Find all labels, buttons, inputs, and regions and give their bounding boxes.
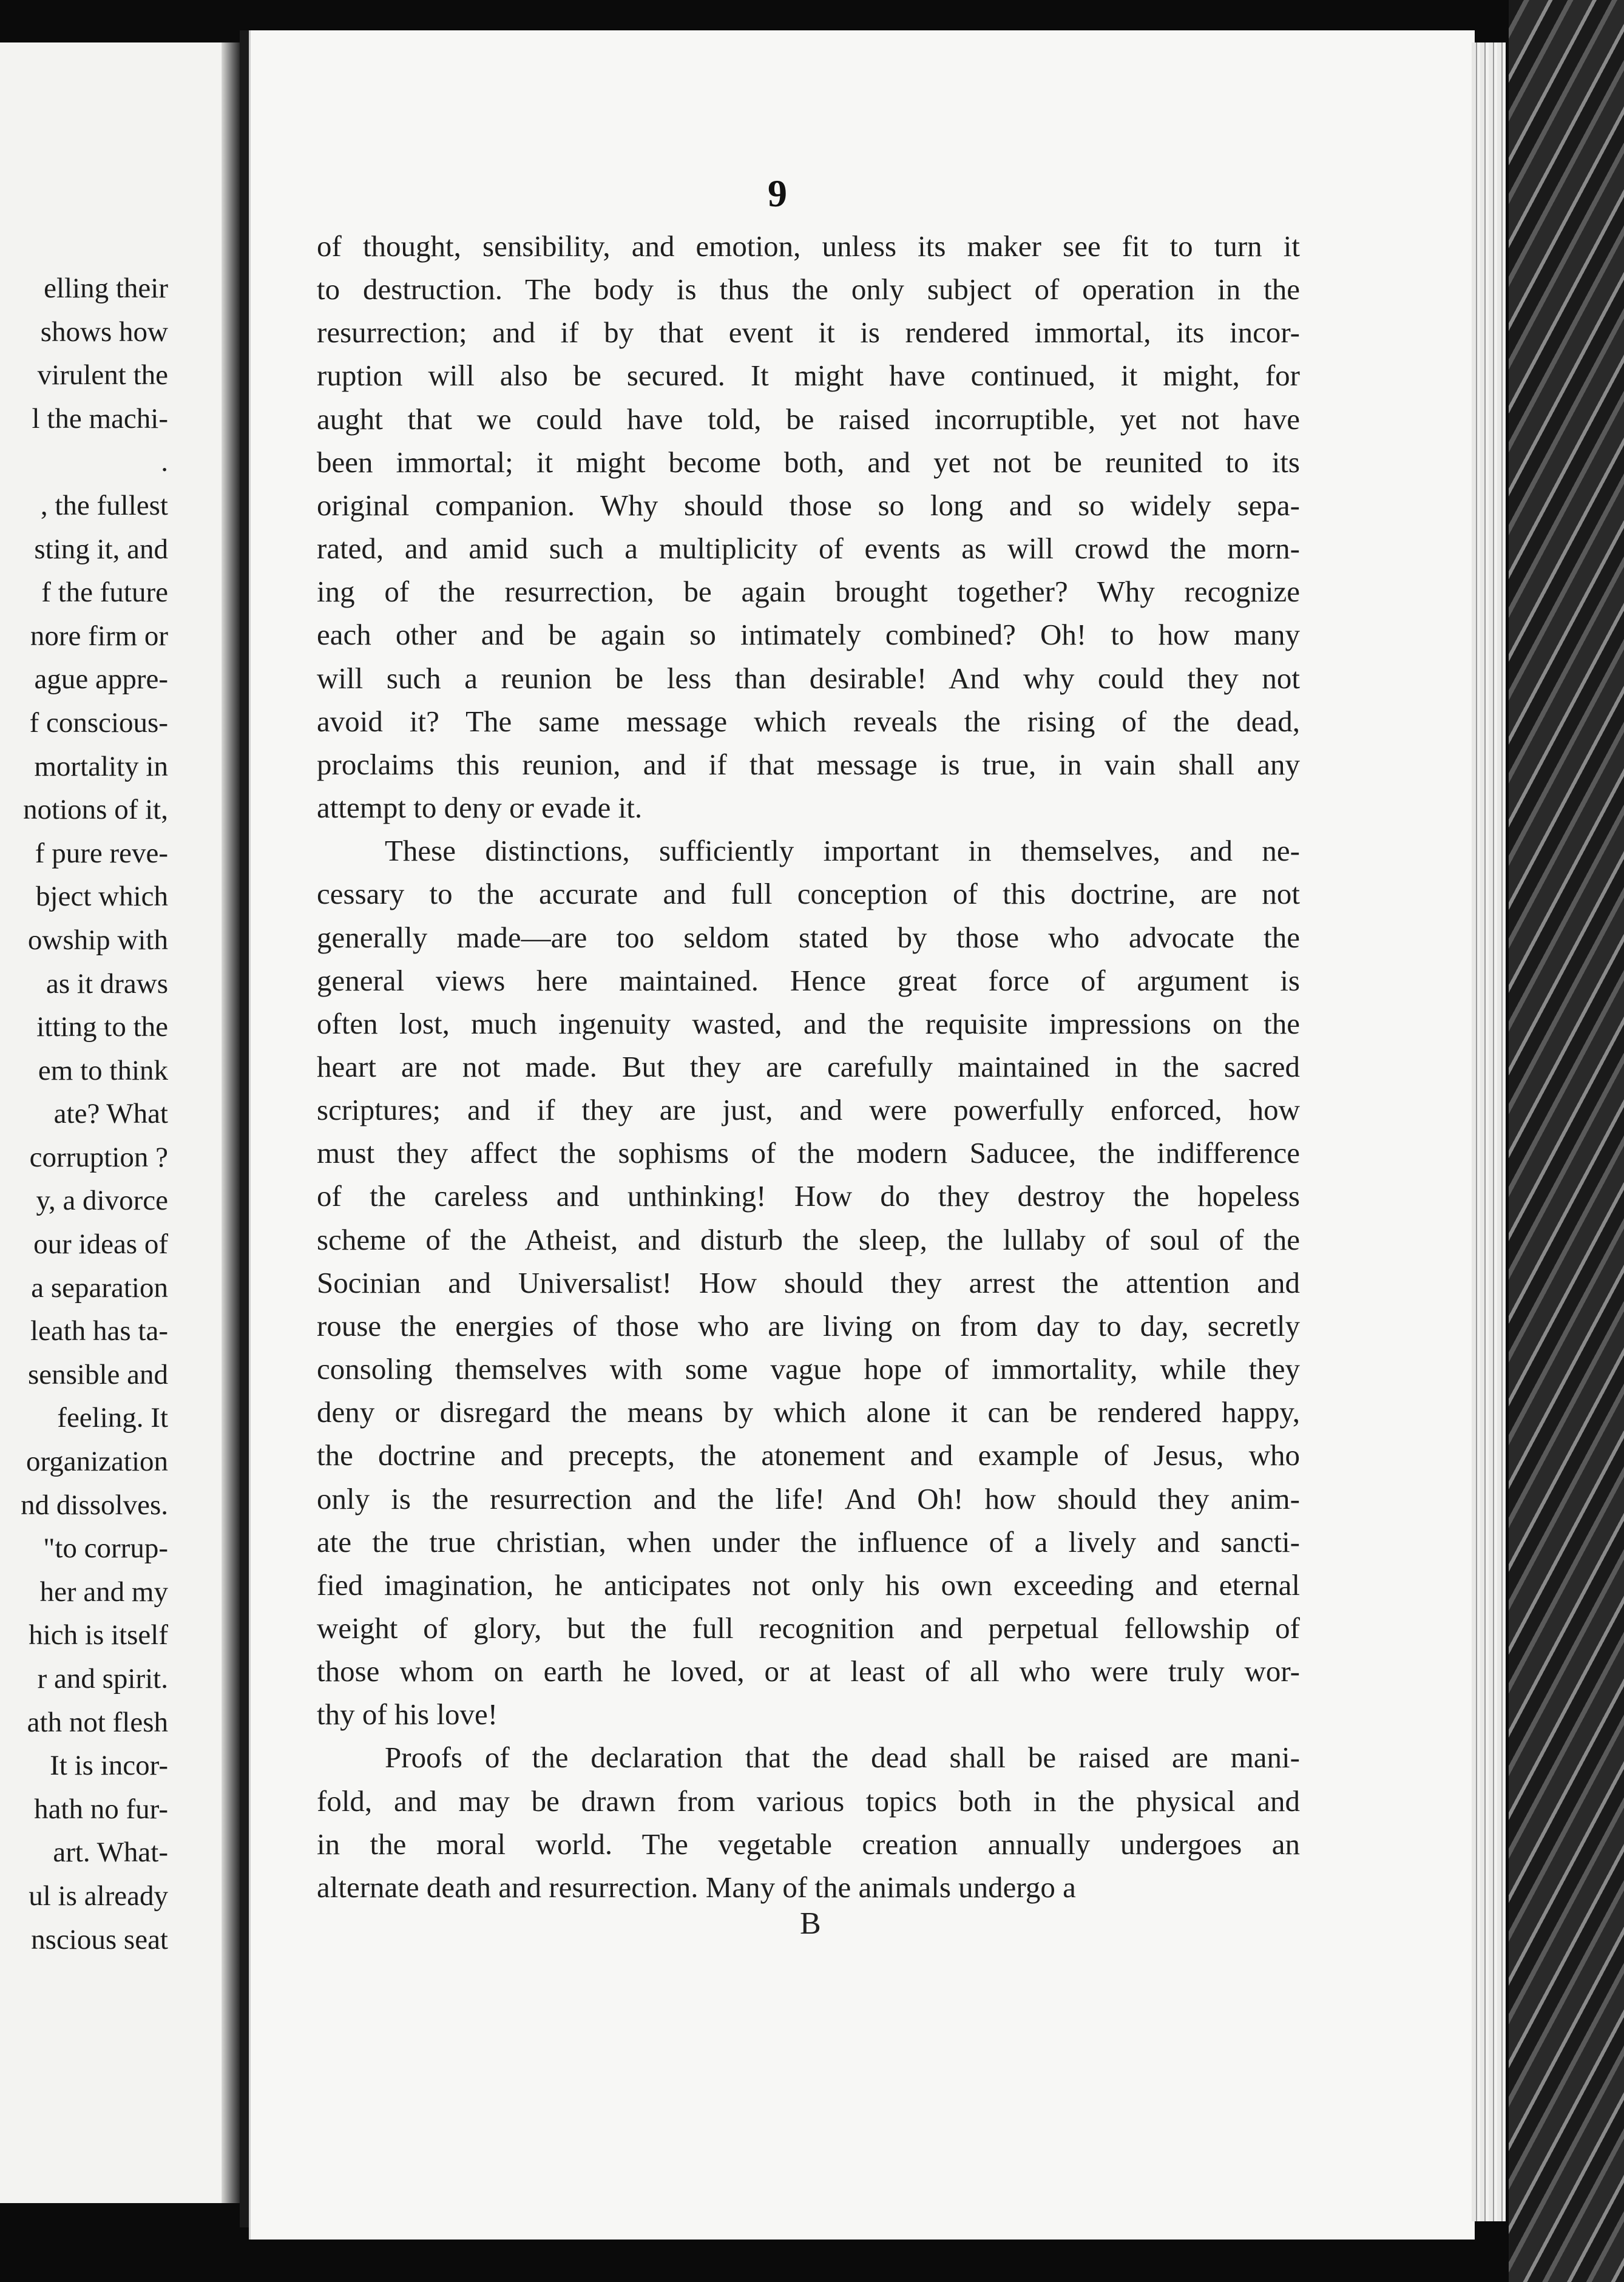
body-line: These distinctions, sufficiently important in themselves, and ne- [385, 834, 1300, 868]
left-page-line: her and my [39, 1576, 168, 1608]
body-line: general views here maintained. Hence great force of argument is [317, 963, 1300, 997]
body-line: scheme of the Atheist, and disturb the sleep, the lullaby of soul of the [317, 1222, 1300, 1256]
body-line: often lost, much ingenuity wasted, and the requisite impressions on the [317, 1006, 1300, 1040]
body-text [317, 225, 1300, 1909]
body-line: each other and be again so intimately combined? Oh! to how many [317, 618, 1300, 652]
left-page-line: ath not flesh [27, 1706, 168, 1738]
body-line: resurrection; and if by that event it is rendered immortal, its incor- [317, 316, 1300, 350]
left-page-line: hath no fur- [34, 1793, 168, 1825]
left-page-line: "to corrup- [43, 1532, 168, 1565]
left-page-line: organization [25, 1446, 168, 1478]
body-line: fied imagination, he anticipates not only his own exceeding and eternal [317, 1568, 1300, 1602]
left-page-gutter [222, 42, 240, 2203]
body-line: alternate death and resurrection. Many of the animals undergo a [317, 1870, 1076, 1904]
body-line: proclaims this reunion, and if that message is true, in vain shall any [317, 747, 1300, 781]
body-line: Proofs of the declaration that the dead shall be raised are mani- [385, 1741, 1300, 1775]
left-page-line: nscious seat [31, 1923, 168, 1955]
body-line: of thought, sensibility, and emotion, unless its maker see fit to turn it [317, 229, 1300, 263]
body-line: cessary to the accurate and full conception of this doctrine, are not [317, 877, 1300, 911]
left-page-line: ul is already [29, 1880, 168, 1912]
left-page-text [0, 267, 168, 1962]
body-line: aught that we could have told, be raised incorruptible, yet not have [317, 402, 1300, 436]
body-line: thy of his love! [317, 1698, 498, 1732]
body-line: deny or disregard the means by which alone it can be rendered happy, [317, 1395, 1300, 1429]
left-page-line: mortality in [34, 750, 168, 782]
body-line: ruption will also be secured. It might have continued, it might, for [317, 359, 1300, 393]
body-line: will such a reunion be less than desirable! And why could they not [317, 661, 1300, 695]
body-line: Socinian and Universalist! How should they arrest the attention and [317, 1265, 1300, 1299]
signature-mark: B [800, 1906, 821, 1941]
body-line: the doctrine and precepts, the atonement and example of Jesus, who [317, 1438, 1300, 1472]
body-line: scriptures; and if they are just, and were powerfully enforced, how [317, 1093, 1300, 1127]
body-line: fold, and may be drawn from various topics both in the physical and [317, 1784, 1300, 1818]
left-page-line: . [161, 446, 168, 478]
marbled-board [1509, 0, 1624, 2282]
left-page-line: as it draws [46, 967, 168, 1000]
left-page-line: art. What- [53, 1837, 168, 1869]
body-line: attempt to deny or evade it. [317, 791, 643, 825]
body-line: consoling themselves with some vague hope of immortality, while they [317, 1352, 1300, 1386]
body-line: of the careless and unthinking! How do they destroy the hopeless [317, 1179, 1300, 1213]
body-line: in the moral world. The vegetable creation annually undergoes an [317, 1827, 1300, 1861]
left-page [0, 42, 240, 2203]
left-page-line: f the future [41, 577, 168, 609]
body-line: ate the true christian, when under the influence of a lively and sancti- [317, 1525, 1300, 1559]
left-page-line: It is incor- [50, 1750, 168, 1782]
left-page-line: f conscious- [29, 706, 168, 739]
left-page-line: r and spirit. [37, 1663, 168, 1695]
left-page-line: feeling. It [57, 1402, 168, 1434]
left-page-line: sensible and [27, 1358, 168, 1390]
left-page-line: sting it, and [34, 533, 168, 565]
left-page-line: nd dissolves. [21, 1489, 168, 1521]
body-line: rated, and amid such a multiplicity of events as will crowd the morn- [317, 532, 1300, 566]
left-page-line: em to think [38, 1054, 168, 1086]
body-line: weight of glory, but the full recognition and perpetual fellowship of [317, 1611, 1300, 1645]
body-line: original companion. Why should those so long and so widely sepa- [317, 488, 1300, 522]
body-line: to destruction. The body is thus the only subject of operation in the [317, 273, 1300, 306]
body-line: rouse the energies of those who are living on from day to day, secretly [317, 1309, 1300, 1342]
left-page-line: owship with [27, 924, 168, 956]
left-page-line: l the machi- [32, 402, 168, 435]
left-page-line: nore firm or [30, 620, 168, 652]
left-page-line: virulent the [37, 359, 168, 391]
body-line: been immortal; it might become both, and yet not be reunited to its [317, 445, 1300, 479]
left-page-line: f pure reve- [35, 837, 168, 869]
left-page-line: ague appre- [34, 663, 168, 696]
left-page-line: elling their [44, 273, 168, 304]
left-page-line: hich is itself [29, 1619, 168, 1651]
left-page-line: itting to the [36, 1011, 168, 1043]
left-page-line: bject which [36, 881, 168, 913]
body-line: heart are not made. But they are carefully maintained in the sacred [317, 1049, 1300, 1083]
left-page-line: ate? What [53, 1098, 168, 1130]
body-line: those whom on earth he loved, or at least of all who were truly wor- [317, 1654, 1300, 1688]
body-line: must they affect the sophisms of the modern Saducee, the indifference [317, 1136, 1300, 1170]
page-edges [1472, 42, 1506, 2221]
left-page-line: a separation [31, 1271, 168, 1304]
left-page-line: y, a divorce [36, 1185, 168, 1217]
body-line: generally made—are too seldom stated by those who advocate the [317, 920, 1300, 954]
left-page-line: , the fullest [40, 489, 168, 521]
body-line: ing of the resurrection, be again brought together? Why recognize [317, 575, 1300, 609]
left-page-line: notions of it, [23, 794, 168, 826]
left-page-line: corruption ? [29, 1141, 168, 1173]
left-page-line: our ideas of [33, 1228, 168, 1261]
left-page-line: leath has ta- [30, 1315, 168, 1347]
left-page-line: shows how [40, 316, 168, 348]
body-line: only is the resurrection and the life! And Oh! how should they anim- [317, 1481, 1300, 1515]
body-line: avoid it? The same message which reveals the rising of the dead, [317, 704, 1300, 738]
page-number: 9 [768, 172, 787, 215]
